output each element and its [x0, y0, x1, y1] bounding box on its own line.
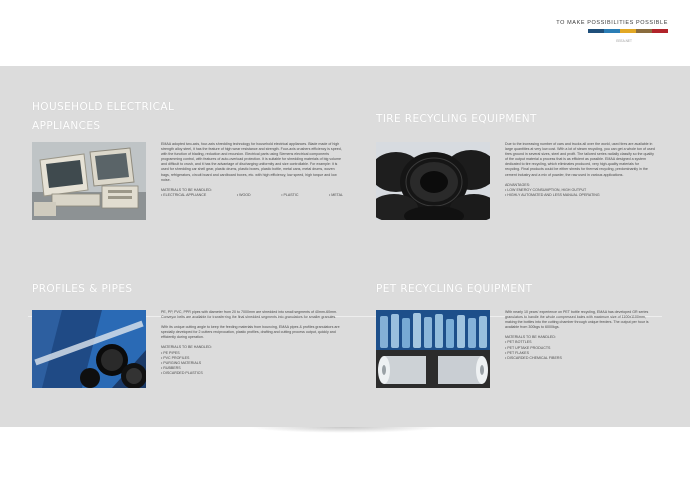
list-item: • RUBBERS	[161, 365, 181, 370]
tire-text	[505, 142, 655, 198]
pipes-image	[32, 310, 146, 388]
section-title-appliances	[32, 98, 174, 136]
list-item: • PET BOTTLES	[505, 340, 532, 345]
list-item: • DISCARDED PLASTICS	[161, 370, 203, 375]
section-description: PE, PP, PVC, PPR pipes with diameter from 20 to 7000mm are shredded into small segments of 40mm-60mm. Conveyor belts are available for transferring the final shredded segments into granulators for smaller granules.	[161, 310, 338, 320]
website-tag: EEEA.NET	[616, 39, 632, 43]
list-item: • WOOD	[236, 192, 251, 197]
slogan: TO MAKE POSSIBILITIES POSSIBLE	[556, 20, 668, 26]
page-header	[0, 0, 690, 66]
appliances-photo	[32, 142, 146, 220]
materials-label: MATERIALS TO BE HANDLED:	[161, 187, 212, 192]
advantages-list	[505, 188, 655, 198]
section-title-pipes	[32, 280, 133, 299]
pipes-photo	[32, 310, 146, 388]
title-line: TIRE RECYCLING EQUIPMENT	[376, 113, 537, 125]
tire-pile-image	[376, 142, 490, 220]
list-item: • METAL	[329, 192, 343, 197]
section-description-2: With its unique cutting angle to keep the feeding materials from bouncing, EMAA pipes & profiles granulators are specially developed for 2 cutters reciprocation, plastic profiles, drafting and cutting process output, quickly and efficiently during operation.	[161, 325, 340, 340]
brand-color-bar	[588, 29, 668, 33]
list-item: • PET FLAKES	[505, 350, 529, 355]
list-item: • PLASTIC	[281, 192, 299, 197]
color-swatch-1	[588, 29, 604, 33]
list-item: • LOW ENERGY CONSUMPTION, HIGH OUTPUT	[505, 187, 587, 192]
bottles-rolls-image	[376, 310, 490, 388]
list-item: • PET UPTAKE PRODUCTS	[505, 345, 551, 350]
materials-label: MATERIALS TO BE HANDLED:	[161, 345, 212, 350]
computer-pile-image	[32, 142, 146, 220]
content-panel	[0, 66, 690, 427]
color-swatch-5	[652, 29, 668, 33]
list-item: • DISCARDED CHEMICAL FIBERS	[505, 355, 562, 360]
list-item: • PVC PROFILES	[161, 355, 190, 360]
materials-list	[505, 340, 655, 360]
list-item: • ELECTRICAL APPLIANCE	[161, 192, 207, 197]
list-item: • PE PIPES	[161, 350, 180, 355]
title-line: HOUSEHOLD ELECTRICAL	[32, 101, 175, 113]
list-item: • PURGING MATERIALS	[161, 360, 202, 365]
color-swatch-2	[604, 29, 620, 33]
materials-label: MATERIALS TO BE HANDLED:	[505, 335, 556, 340]
appliances-text	[161, 142, 343, 198]
title-line: PROFILES & PIPES	[32, 283, 133, 295]
pipes-text	[161, 310, 343, 376]
pet-photo	[376, 310, 490, 388]
color-swatch-4	[636, 29, 652, 33]
section-title-pet	[376, 280, 532, 299]
section-description: Due to the increasing number of cars and trucks all over the world, used tires are available in large quantities at very low cost. With a lot of steam recycling, you can get a whole ton of used tires ground in several sizes, steel and profit. The tailored series radially classify so the quality of the output material a process that is as efficient as possible. EMAA designed a system dedicated to tire recycling, which eliminates produced, very high-quality materials for recycling. Final products could be either shreds for thermal recycling, predominantly in the cement industry and a mix of powder, the raw used in various applications.	[505, 142, 655, 177]
title-line: PET RECYCLING EQUIPMENT	[376, 283, 533, 295]
title-line: APPLIANCES	[32, 120, 101, 132]
materials-list	[161, 193, 343, 198]
color-swatch-3	[620, 29, 636, 33]
materials-list	[161, 351, 343, 376]
section-description: EMAA adopted two-axis, four-axis shredding technology for household electrical appliances. Blade made of high strength alloy steel, it has the feature of high wear resistance and strength. Four-axis crushers efficiency is speed, with the function of blading, reduction and recursion. Electrical parts using Siemens electrical components programming control, with features of auto-overload protection. It is suitable for shredding materials of big volume and difficult to crush, and it has the advantage of discharging uniformity and size controllable. For example: it is used for shredding car shell gear, plastic drums, plastic boxes, plastic bottle, metal cans, metal drums, woven bags, refrigerators, circuit board and cardboard boxes, etc. with high efficiency, low speed, high torque and low noise.	[161, 142, 342, 182]
pet-text	[505, 310, 655, 361]
advantages-label: ADVANTAGES:	[505, 182, 531, 187]
section-title-tire	[376, 110, 537, 129]
section-description: With nearly 10 years' experience on PET bottle recycling, EMAA has developed GR series granulators to handle the whole compressed bales with maximum size of 1100x1100mm, making the bottles into the cutting chamber through unique feeders. The output per hour is available from 300kgs to 6000kgs.	[505, 310, 649, 330]
list-item: • HIGHLY AUTOMATED AND LESS MANUAL OPERATING	[505, 192, 600, 197]
tire-photo	[376, 142, 490, 220]
panel-shadow	[250, 427, 440, 433]
